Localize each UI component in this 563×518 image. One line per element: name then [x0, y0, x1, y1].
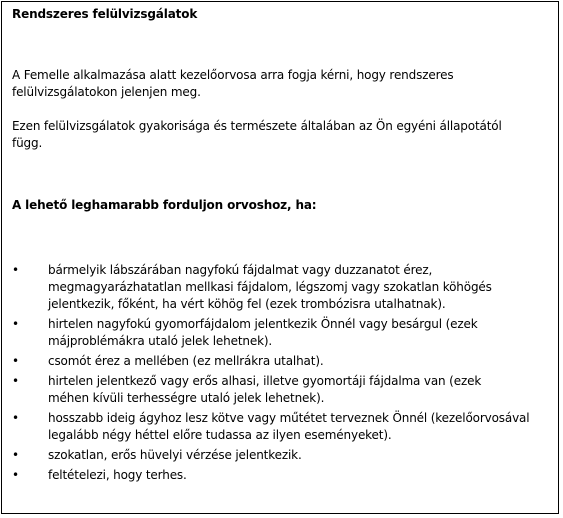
bullet-7-line-1: feltételezi, hogy terhes. — [48, 468, 187, 482]
frequency-line-1: Ezen felülvizsgálatok gyakorisága és természete általában az Ön egyéni állapotától — [12, 119, 502, 133]
bullet-marker: • — [12, 354, 20, 368]
bullet-marker: • — [12, 448, 20, 462]
bullet-4-line-1: hirtelen jelentkező vagy erős alhasi, illetve gyomortáji fájdalma van (ezek — [48, 374, 482, 388]
bullet-3-line-1: csomót érez a mellében (ez mellrákra utalhat). — [48, 354, 324, 368]
bullet-marker: • — [12, 374, 20, 388]
intro-line-2: felülvizsgálatokon jelenjen meg. — [12, 85, 201, 99]
bullet-1-line-1: bármelyik lábszárában nagyfokú fájdalmat vagy duzzanatot érez, — [48, 263, 433, 277]
bullet-5-line-2: legalább négy héttel előre tudassa az ilyen eseményeket). — [48, 428, 392, 442]
bullet-marker: • — [12, 468, 20, 482]
bullet-2-line-1: hirtelen nagyfokú gyomorfájdalom jelentkezik Önnél vagy besárgul (ezek — [48, 317, 478, 331]
bullet-1-line-2: megmagyarázhatatlan mellkasi fájdalom, légszomj vagy szokatlan köhögés — [48, 280, 492, 294]
bullet-marker: • — [12, 317, 20, 331]
page-title: Rendszeres felülvizsgálatok — [12, 7, 198, 21]
bullet-2-line-2: májproblémákra utaló jelek lehetnek). — [48, 334, 273, 348]
bullet-marker: • — [12, 263, 20, 277]
bullet-1-line-3: jelentkezik, főként, ha vért köhög fel (ezek trombózisra utalhatnak). — [48, 297, 446, 311]
section-heading: A lehető leghamarabb forduljon orvoshoz, ha: — [12, 198, 317, 212]
bullet-4-line-2: méhen kívüli terhességre utaló jelek lehetnek). — [48, 391, 325, 405]
intro-line-1: A Femelle alkalmazása alatt kezelőorvosa arra fogja kérni, hogy rendszeres — [12, 68, 454, 82]
bullet-marker: • — [12, 411, 20, 425]
frequency-line-2: függ. — [12, 136, 43, 150]
bullet-6-line-1: szokatlan, erős hüvelyi vérzése jelentkezik. — [48, 448, 302, 462]
bullet-5-line-1: hosszabb ideig ágyhoz lesz kötve vagy műtétet terveznek Önnél (kezelőorvosával — [48, 411, 530, 425]
